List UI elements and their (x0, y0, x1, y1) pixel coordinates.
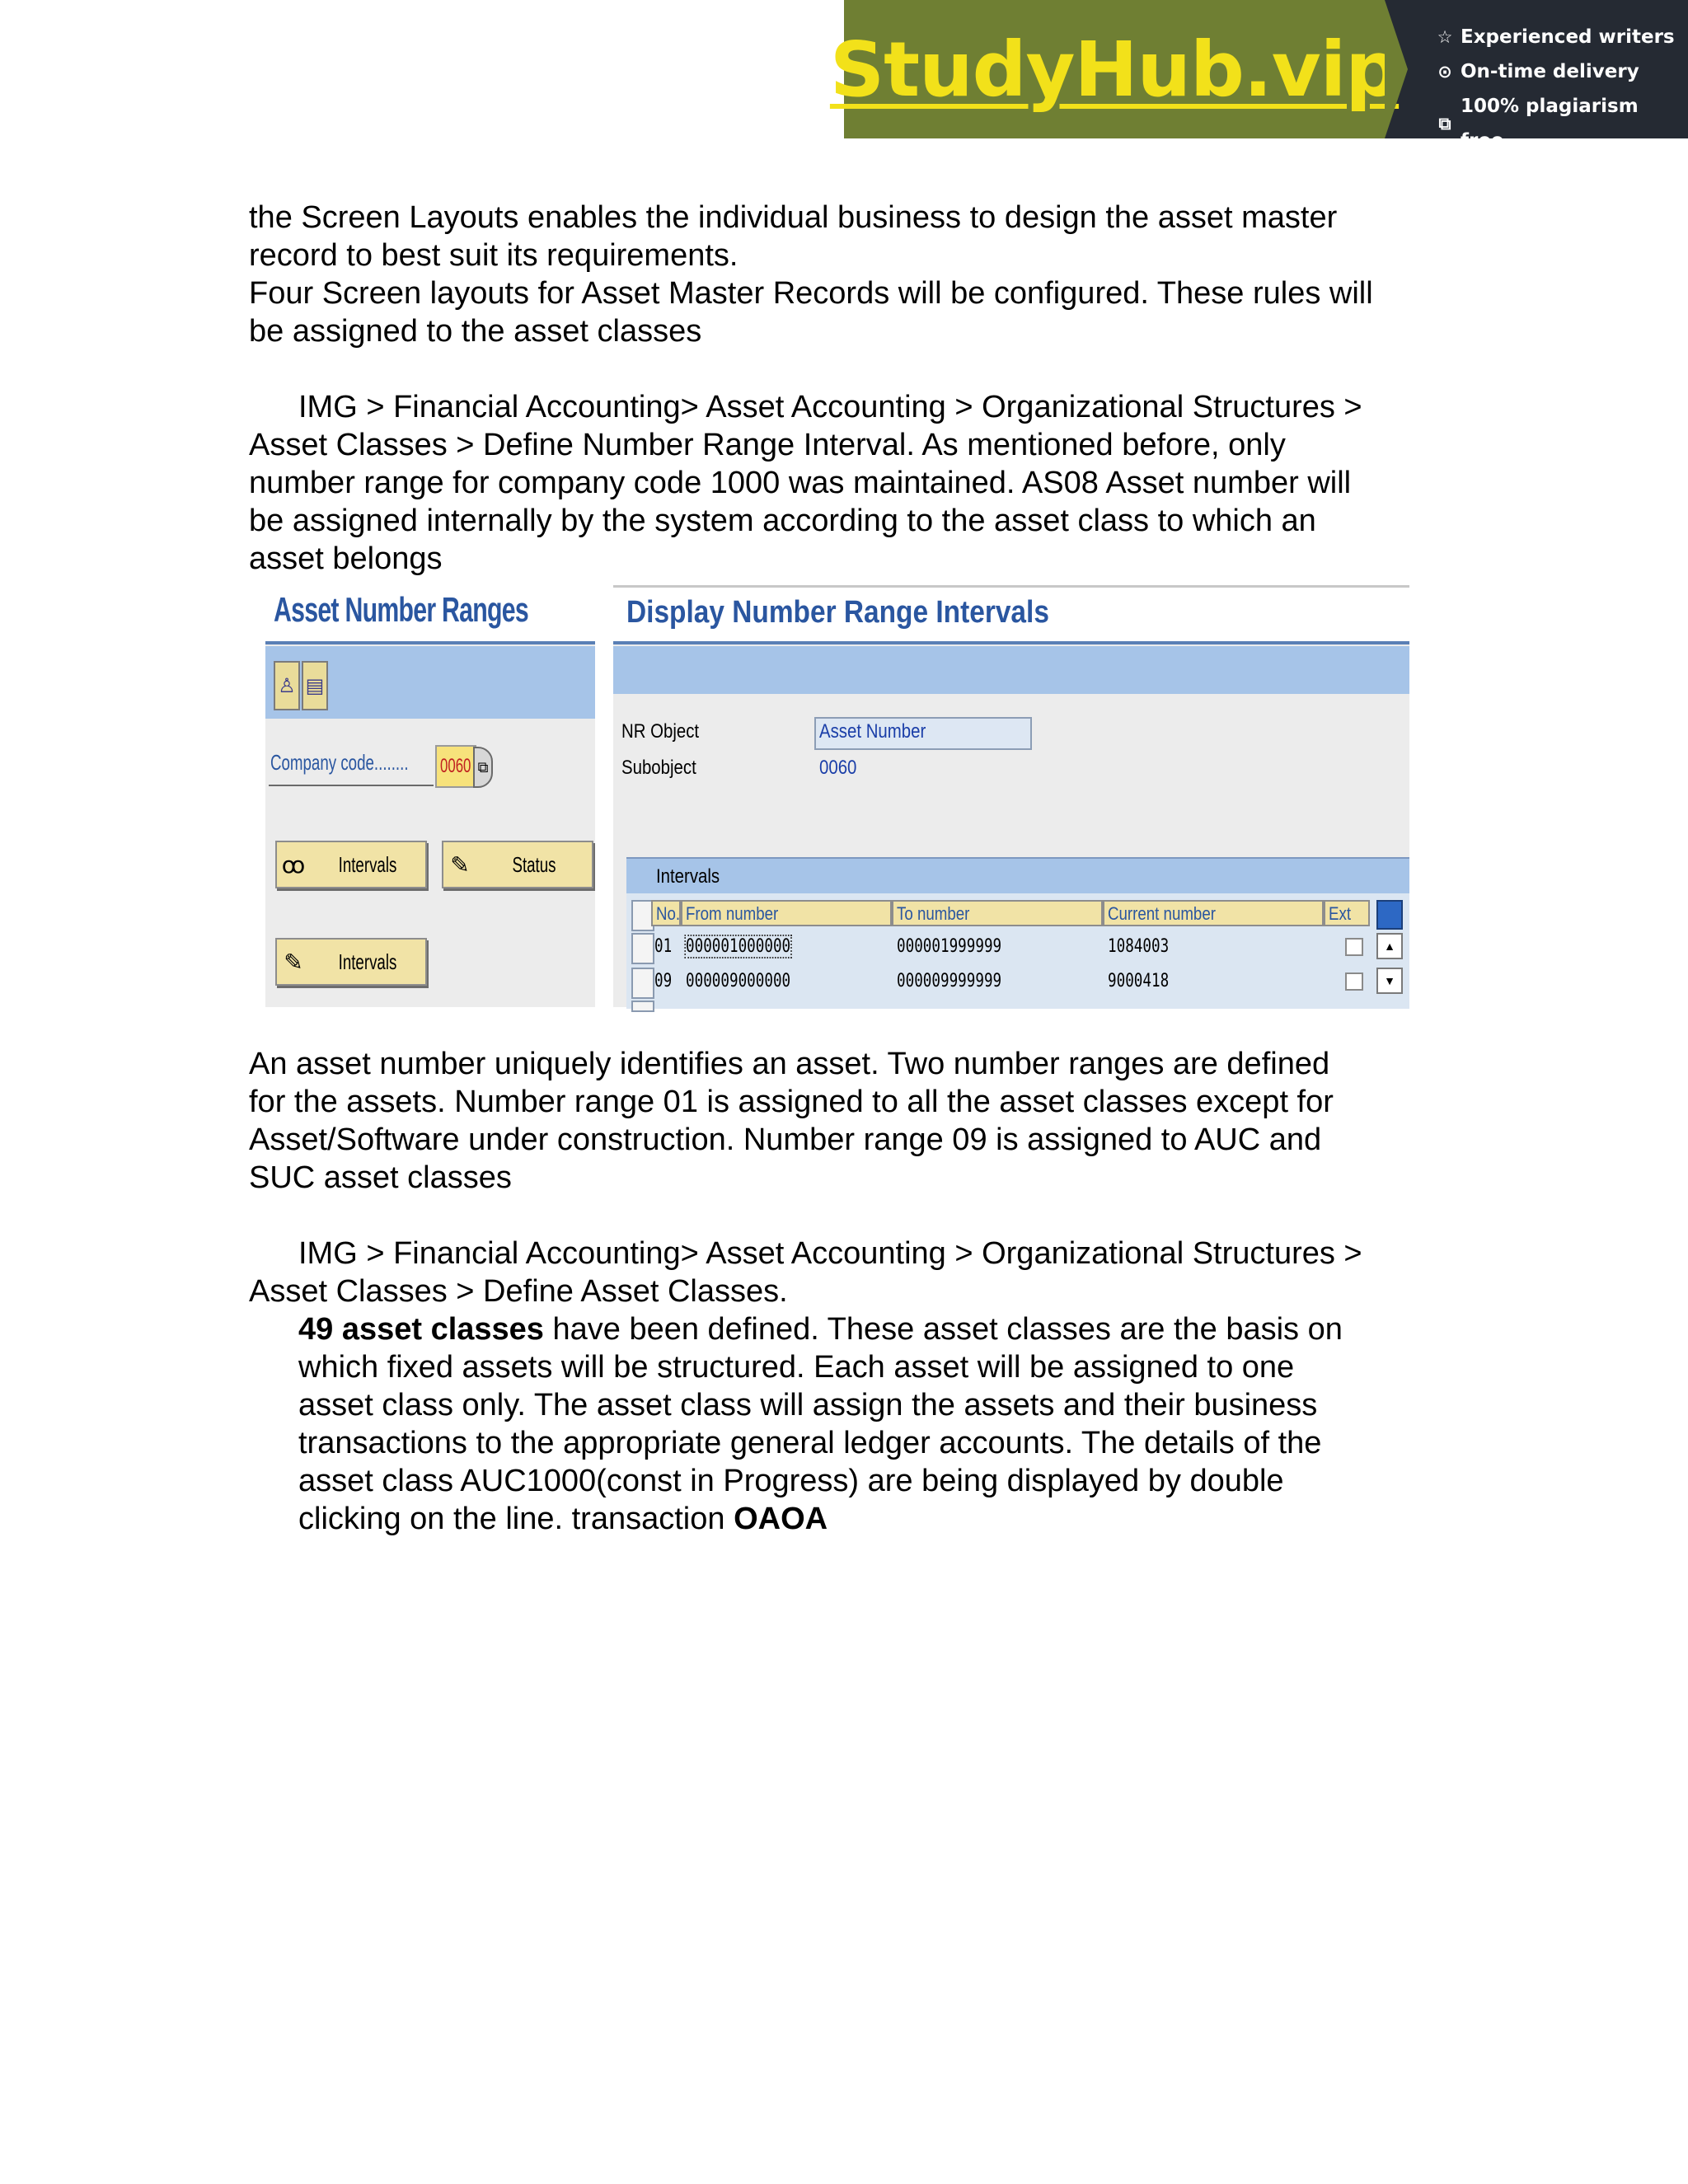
company-code-value: 0060 (440, 755, 471, 777)
nr-object-label: NR Object (621, 720, 700, 743)
paragraph-screen-layouts (249, 199, 1452, 350)
text-line (298, 1500, 1452, 1538)
column-label: Current number (1108, 903, 1216, 924)
row-selector[interactable] (631, 933, 654, 964)
text-line: which fixed assets will be structured. Each asset will be assigned to one (298, 1350, 1295, 1385)
glasses-icon: ꝏ (281, 851, 306, 878)
cell-to-number: 000009999999 (897, 971, 1002, 991)
perk-experienced-writers (1436, 20, 1688, 54)
text-line: number range for company code 1000 was maintained. AS08 Asset number will (249, 466, 1352, 500)
perk-text: 100% plagiarism free (1460, 96, 1639, 152)
column-header-current-number[interactable] (1103, 900, 1324, 926)
cell-current-number: 1084003 (1108, 936, 1170, 957)
column-label: No. (656, 903, 681, 924)
studyhub-logo[interactable]: StudyHub.vip (829, 25, 1400, 114)
pencil-icon: ✎ (284, 949, 303, 975)
text-line: be assigned to the asset classes (249, 314, 702, 349)
banner-perks (1385, 0, 1688, 152)
text-line: transactions to the appropriate general ledger accounts. The details of the (298, 1426, 1322, 1460)
button-label: Intervals (338, 851, 397, 877)
text-line: IMG > Financial Accounting> Asset Accounting > Organizational Structures > (298, 1236, 1362, 1271)
toolbar (613, 646, 1409, 694)
field-underline (269, 785, 434, 786)
text-line: Four Screen layouts for Asset Master Records will be configured. These rules will (249, 276, 1373, 311)
perk-text: Experienced writers (1461, 26, 1675, 48)
row-selector[interactable] (631, 1001, 654, 1012)
paragraph-number-range-path (249, 388, 1452, 578)
intervals-display-button[interactable] (275, 841, 427, 888)
company-code-input[interactable] (435, 745, 476, 788)
text-line: Asset Classes > Define Asset Classes. (249, 1274, 788, 1309)
text-line: IMG > Financial Accounting> Asset Accounting > Organizational Structures > (298, 390, 1362, 424)
pencil-icon: ✎ (450, 851, 470, 878)
banner-arrow-shape (1385, 0, 1408, 138)
text-line: Asset Classes > Define Number Range Interval. As mentioned before, only (249, 428, 1286, 462)
text-line: for the assets. Number range 01 is assigned to all the asset classes except for (249, 1085, 1334, 1119)
paragraph-asset-number (249, 1045, 1452, 1197)
nr-object-value: Asset Number (819, 720, 926, 743)
bold-asset-classes: 49 asset classes (298, 1312, 544, 1347)
display-number-range-intervals-panel (613, 585, 1409, 1007)
sap-number-range-screenshot (265, 585, 1409, 1007)
divider (265, 641, 595, 644)
text-line: asset belongs (249, 541, 443, 576)
button-label: Status (512, 851, 556, 877)
column-header-from-number[interactable] (681, 900, 892, 926)
intervals-header (626, 859, 1409, 893)
document-icon[interactable]: ▤ (302, 661, 328, 710)
text-line: asset class AUC1000(const in Progress) are being displayed by double (298, 1464, 1284, 1498)
button-label: Intervals (338, 949, 397, 974)
text-line: Asset/Software under construction. Number range 09 is assigned to AUC and (249, 1122, 1322, 1157)
ext-checkbox[interactable] (1345, 972, 1363, 991)
divider (613, 641, 1409, 644)
text-line (298, 1310, 1452, 1348)
cell-current-number: 9000418 (1108, 971, 1170, 991)
status-button[interactable] (442, 841, 593, 888)
star-icon: ☆ (1437, 27, 1453, 47)
column-header-no[interactable] (651, 900, 681, 926)
cell-from-number[interactable]: 000001000000 (686, 936, 791, 957)
toolbar (265, 646, 595, 719)
company-code-label: Company code........ (270, 750, 409, 775)
cell-no: 01 (654, 936, 673, 957)
scroll-down-icon[interactable]: ▼ (1376, 968, 1403, 994)
paragraph-asset-classes-path (249, 1235, 1452, 1310)
text-run: have been defined. These asset classes are the basis on (543, 1312, 1343, 1347)
asset-number-ranges-panel (265, 585, 595, 1007)
column-label: Ext (1329, 903, 1352, 924)
cell-from-number: 000009000000 (686, 971, 791, 991)
intervals-title: Intervals (656, 865, 720, 888)
person-icon[interactable]: ♙ (274, 661, 300, 710)
row-selector[interactable] (631, 968, 654, 999)
text-run: clicking on the line. transaction (298, 1502, 734, 1536)
column-label: From number (686, 903, 779, 924)
text-line: be assigned internally by the system according to the asset class to which an (249, 504, 1316, 538)
copy-icon: ⧉ (1438, 114, 1451, 134)
column-label: To number (897, 903, 970, 924)
intervals-table (626, 857, 1409, 1009)
perk-on-time-delivery (1436, 54, 1688, 89)
panel-title: Display Number Range Intervals (626, 595, 1049, 630)
subobject-value: 0060 (819, 757, 857, 779)
perk-plagiarism-free (1436, 89, 1688, 158)
text-line: SUC asset classes (249, 1160, 512, 1195)
search-help-icon[interactable]: ⧉ (473, 747, 493, 788)
text-line: the Screen Layouts enables the individual business to design the asset master (249, 200, 1338, 235)
text-line: record to best suit its requirements. (249, 238, 738, 273)
text-line: asset class only. The asset class will assign the assets and their business (298, 1388, 1318, 1422)
table-settings-icon[interactable] (1376, 900, 1403, 930)
paragraph-asset-classes-detail (298, 1310, 1452, 1538)
scroll-up-icon[interactable]: ▲ (1376, 933, 1403, 959)
intervals-change-button[interactable] (275, 938, 427, 986)
perk-text: On-time delivery (1461, 61, 1639, 82)
text-line: An asset number uniquely identifies an asset. Two number ranges are defined (249, 1047, 1330, 1081)
ext-checkbox[interactable] (1345, 938, 1363, 956)
cell-to-number: 000001999999 (897, 936, 1002, 957)
column-header-ext[interactable] (1324, 900, 1370, 926)
brand-area[interactable] (829, 0, 1400, 138)
bold-transaction-code: OAOA (734, 1502, 828, 1536)
panel-title: Asset Number Ranges (274, 590, 528, 629)
clock-icon: ⊙ (1437, 62, 1452, 82)
column-header-to-number[interactable] (892, 900, 1103, 926)
studyhub-banner[interactable] (829, 0, 1688, 152)
subobject-label: Subobject (621, 757, 696, 779)
cell-no: 09 (654, 971, 673, 991)
